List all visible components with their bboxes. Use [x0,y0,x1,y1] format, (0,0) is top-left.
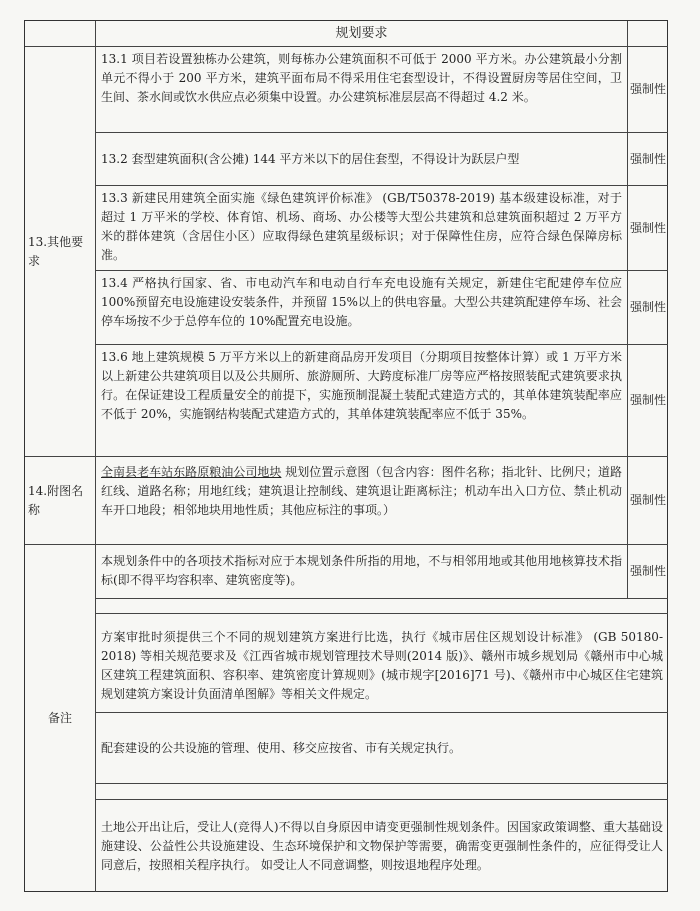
item-13-2-tag: 强制性 [629,151,666,166]
item-13-1-tag: 强制性 [629,82,666,96]
attachment-site-name: 全南县老车站东路原粮油公司地块 [101,465,282,479]
remark-2-text: 方案审批时须提供三个不同的规划建筑方案进行比选，执行《城市居住区规划设计标准》 (GB 50180-2018) 等相关规范要求及《江西省城市规划管理技术导则(2014 版)》、赣州市城乡规划局《赣州市中心城区建筑工程建筑面积、容积率、建筑密度计算规则》(城市规字[2016]71 号)、《赣州市中心城区住宅建筑规划建筑方案设计负面清单图解》等相关文件规定。 [101,630,663,701]
item-13-6-text: 13.6 地上建筑规模 5 万平方米以上的新建商品房开发项目（分期项目按整体计算）或 1 万平方米以上新建公共建筑项目以及公共厕所、旅游厕所、大跨度标准厂房等应严格按照装配式建筑要求执行。在保证建设工程质量安全的前提下，实施预制混凝土装配式建造方式的，其单体建筑装配率应不低于 20%，实施钢结构装配式建造方式的，其单体建筑装配率应不低于 35%。 [101,350,622,421]
remarks-label: 备注 [47,711,72,725]
section-14-content [96,457,627,544]
item-13-3-tag: 强制性 [629,220,666,235]
item-13-3-text: 13.3 新建民用建筑全面实施《绿色建筑评价标准》 (GB/T50378-2019) 基本级建设标准，对于超过 1 万平米的学校、体育馆、机场、商场、办公楼等大型公共建筑和总建筑面积超过 2 万平方米的群体建筑（含居住小区）应取得绿色建筑星级标识；对于保障性住房，应符合绿色保障房标准。 [101,191,622,262]
remark-1-text: 本规划条件中的各项技术指标对应于本规划条件所指的用地，不与相邻用地或其他用地核算技术指标(即不得平均容积率、建筑密度等)。 [101,554,622,587]
section-14-tag: 强制性 [629,493,666,507]
planning-conditions-table [24,20,668,892]
row-divider [95,783,668,784]
remark-1-tag: 强制性 [629,564,666,578]
item-13-2-text: 13.2 套型建筑面积(含公摊) 144 平方米以下的居住套型，不得设计为跃层户型 [101,151,520,166]
header-title: 规划要求 [335,26,388,41]
section-13-label: 13.其他要求 [28,234,84,268]
item-13-6-tag: 强制性 [629,393,666,407]
item-13-4-tag: 强制性 [629,300,666,314]
item-13-4-text: 13.4 严格执行国家、省、市电动汽车和电动自行车充电设施有关规定，新建住宅配建停车位应 100%预留充电设施建设安装条件，并预留 15%以上的供电容量。大型公共建筑配建停车场、社会停车场按不少于总停车位的 10%配置充电设施。 [101,276,622,328]
section-14-label: 14.附图名称 [28,483,84,517]
remark-4-text: 土地公开出让后，受让人(竞得人)不得以自身原因申请变更强制性规划条件。因国家政策调整、重大基础设施建设、公益性公共设施建设、生态环境保护和文物保护等需要，确需变更强制性条件的，应征得受让人同意后，按照相关程序执行。 如受让人不同意调整，则按退地程序处理。 [101,820,663,872]
row-divider [95,598,668,599]
item-13-1-text: 13.1 项目若设置独栋办公建筑，则每栋办公建筑面积不可低于 2000 平方米。办公建筑最小分割单元不得小于 200 平方米，建筑平面布局不得采用住宅套型设计，不得设置厨房等居住空间，卫生间、茶水间或饮水供应点必须集中设置。办公建筑标准层层高不得超过 4.2 米。 [101,52,622,104]
attachment-description: 规划位置示意图（包含内容：图件名称；指北针、比例尺；道路红线、道路名称；用地红线；建筑退让控制线、建筑退让距离标注；机动车出入口方位、禁止机动车开口地段；相邻地块用地性质；其他应标注的事项。） [101,465,622,517]
remark-3-text: 配套建设的公共设施的管理、使用、移交应按省、市有关规定执行。 [101,740,462,755]
